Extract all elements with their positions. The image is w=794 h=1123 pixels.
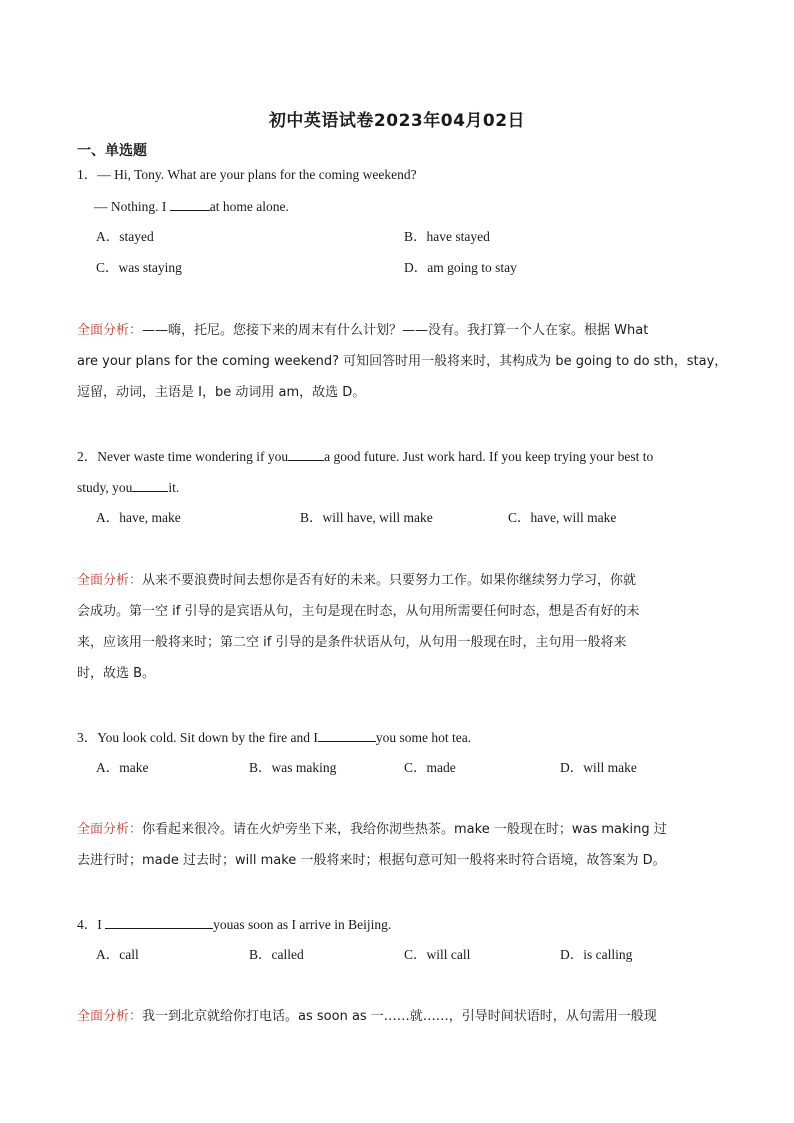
analysis-4-line bbox=[77, 1007, 657, 1027]
analysis-1-line: are your plans for the coming weekend? 可知回答时用一般将来时，其构成为 be going to do sth，stay， bbox=[77, 354, 728, 369]
question-3-stem bbox=[77, 727, 471, 748]
option-c: C．have, will make bbox=[508, 510, 617, 525]
page-title: 初中英语试卷2023年04月02日 bbox=[268, 111, 526, 131]
option-c: C．was staying bbox=[96, 260, 182, 275]
analysis-label: 全面分析： bbox=[77, 822, 143, 837]
section-heading: 一、单选题 bbox=[77, 143, 147, 159]
option-d: D．will make bbox=[560, 760, 637, 775]
question-number: 3． bbox=[77, 730, 98, 745]
analysis-label: 全面分析： bbox=[77, 323, 143, 338]
option-d: D．am going to stay bbox=[404, 260, 517, 275]
analysis-text: 从来不要浪费时间去想你是否有好的未来。只要努力工作。如果你继续努力学习，你就 bbox=[142, 573, 637, 588]
question-4-stem bbox=[77, 914, 391, 935]
analysis-text: 你看起来很冷。请在火炉旁坐下来，我给你沏些热茶。make 一般现在时；was making 过 bbox=[142, 822, 667, 837]
answer-blank bbox=[170, 196, 210, 211]
option-c: C．will call bbox=[404, 947, 471, 962]
option-d: D．is calling bbox=[560, 947, 633, 962]
question-text: it. bbox=[168, 480, 180, 495]
question-text: you some hot tea. bbox=[375, 730, 472, 745]
question-text: a good future. Just work hard. If you keep trying your best to bbox=[324, 449, 654, 464]
option-a: A．have, make bbox=[96, 510, 181, 525]
question-text: study, you bbox=[77, 480, 133, 495]
question-text: youas soon as I arrive in Beijing. bbox=[213, 917, 392, 932]
analysis-text: ——嗨，托尼。您接下来的周末有什么计划？——没有。我打算一个人在家。根据 What bbox=[142, 323, 649, 338]
answer-blank bbox=[132, 477, 168, 492]
option-b: B．will have, will make bbox=[300, 510, 433, 525]
option-a: A．stayed bbox=[96, 229, 154, 244]
analysis-2-line: 会成功。第一空 if 引导的是宾语从句，主句是现在时态，从句用所需要任何时态，想是否有好的未 bbox=[77, 604, 640, 619]
question-number: 2． bbox=[77, 449, 98, 464]
question-2-stem bbox=[77, 446, 653, 467]
question-text: at home alone. bbox=[209, 199, 289, 214]
option-a: A．call bbox=[96, 947, 139, 962]
question-1-stem bbox=[77, 165, 417, 185]
question-text: Never waste time wondering if you bbox=[97, 449, 289, 464]
question-text: — Hi, Tony. What are your plans for the coming weekend? bbox=[97, 167, 417, 182]
question-number: 4． bbox=[77, 917, 98, 932]
option-b: B．was making bbox=[249, 760, 337, 775]
question-number: 1． bbox=[77, 167, 98, 182]
analysis-2-line: 来，应该用一般将来时；第二空 if 引导的是条件状语从句，从句用一般现在时，主句用一般将来 bbox=[77, 635, 627, 650]
option-b: B．called bbox=[249, 947, 304, 962]
question-text: — Nothing. I bbox=[94, 199, 170, 214]
option-b: B．have stayed bbox=[404, 229, 490, 244]
question-text: You look cold. Sit down by the fire and I bbox=[97, 730, 318, 745]
question-2-stem-cont bbox=[77, 477, 179, 498]
analysis-1-line: 逗留，动词，主语是 I，be 动词用 am，故选 D。 bbox=[77, 385, 366, 400]
analysis-3-line bbox=[77, 820, 667, 840]
analysis-label: 全面分析： bbox=[77, 1009, 143, 1024]
answer-blank bbox=[105, 914, 213, 929]
answer-blank bbox=[288, 446, 324, 461]
option-c: C．made bbox=[404, 760, 456, 775]
analysis-text: 我一到北京就给你打电话。as soon as 一……就……，引导时间状语时，从句需用一般现 bbox=[142, 1009, 657, 1024]
analysis-2-line bbox=[77, 571, 636, 591]
question-1-reply bbox=[94, 196, 289, 217]
analysis-2-line: 时，故选 B。 bbox=[77, 666, 156, 681]
option-a: A．make bbox=[96, 760, 149, 775]
answer-blank bbox=[318, 727, 376, 742]
analysis-label: 全面分析： bbox=[77, 573, 143, 588]
analysis-3-line: 去进行时；made 过去时；will make 一般将来时；根据句意可知一般将来时符合语境，故答案为 D。 bbox=[77, 853, 666, 868]
question-text: I bbox=[97, 917, 106, 932]
analysis-1-line bbox=[77, 321, 648, 341]
